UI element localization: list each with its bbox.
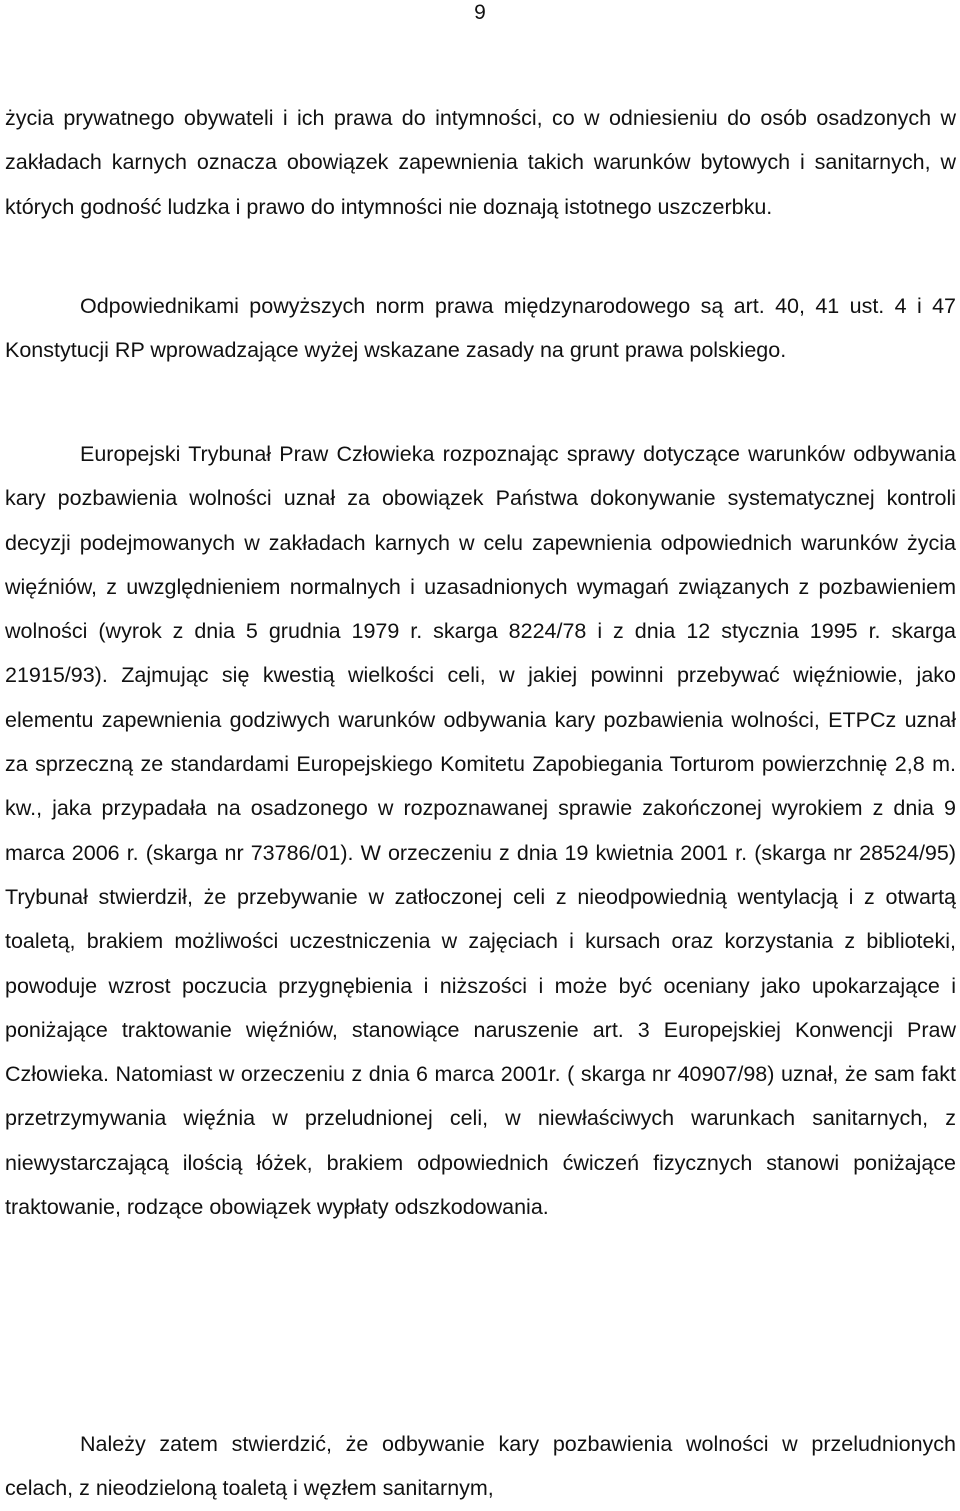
paragraph-text: Europejski Trybunał Praw Człowieka rozpoznając sprawy dotyczące warunków odbywania kary pozbawienia wolności uznał za obowiązek Państwa dokonywanie systematycznej kontroli decyzji podejmowanych w zakładach karnych w celu zapewnienia odpowiednich warunków życia więźniów, z uwzględnieniem normalnych i uzasadnionych wymagań związanych z pozbawieniem wolności (wyrok z dnia 5 grudnia 1979 r. skarga 8224/78 i z dnia 12 stycznia 1995 r. skarga 21915/93). Zajmując się kwestią wielkości celi, w jakiej powinni przebywać więźniowie, jako elementu zapewnienia godziwych warunków odbywania kary pozbawienia wolności, ETPCz uznał za sprzeczną ze standardami Europejskiego Komitetu Zapobiegania Torturom powierzchnię 2,8 m. kw., jaka przypadała na osadzonego w rozpoznawanej sprawie zakończonej wyrokiem z dnia 9 marca 2006 r. (skarga nr 73786/01). W orzeczeniu z dnia 19 kwietnia 2001 r. (skarga nr 28524/95) Trybunał stwierdził, że przebywanie w zatłoczonej celi z nieodpowiednią wentylacją i z otwartą toaletą, brakiem możliwości uczestniczenia w zajęciach i kursach oraz korzystania z biblioteki, powoduje wzrost poczucia przygnębienia i niższości i może być oceniany jako upokarzające i poniżające traktowanie więźniów, stanowiące naruszenie art. 3 Europejskiej Konwencji Praw Człowieka. Natomiast w orzeczeniu z dnia 6 marca 2001r. ( skarga nr 40907/98) uznał, że sam fakt przetrzymywania więźnia w przeludnionej celi, w niewłaściwych warunkach sanitarnych, z niewystarczającą ilością łóżek, brakiem odpowiednich ćwiczeń fizycznych stanowi poniżające traktowanie, rodzące obowiązek wypłaty odszkodowania.: [5, 442, 956, 1220]
paragraph-text: Należy zatem stwierdzić, że odbywanie kary pozbawienia wolności w przeludnionych celach, z nieodzieloną toaletą i węzłem sanitarnym,: [5, 1432, 956, 1501]
page-number: 9: [474, 1, 486, 24]
paragraph-3: [5, 432, 956, 1229]
paragraph-2: [5, 284, 956, 373]
paragraph-text: życia prywatnego obywateli i ich prawa do intymności, co w odniesieniu do osób osadzonych w zakładach karnych oznacza obowiązek zapewnienia takich warunków bytowych i sanitarnych, w których godność ludzka i prawo do intymności nie doznają istotnego uszczerbku.: [5, 106, 956, 219]
paragraph-text: Odpowiednikami powyższych norm prawa międzynarodowego są art. 40, 41 ust. 4 i 47 Konstytucji RP wprowadzające wyżej wskazane zasady na grunt prawa polskiego.: [5, 294, 956, 363]
paragraph-4: [5, 1422, 956, 1511]
paragraph-1: [5, 96, 956, 229]
